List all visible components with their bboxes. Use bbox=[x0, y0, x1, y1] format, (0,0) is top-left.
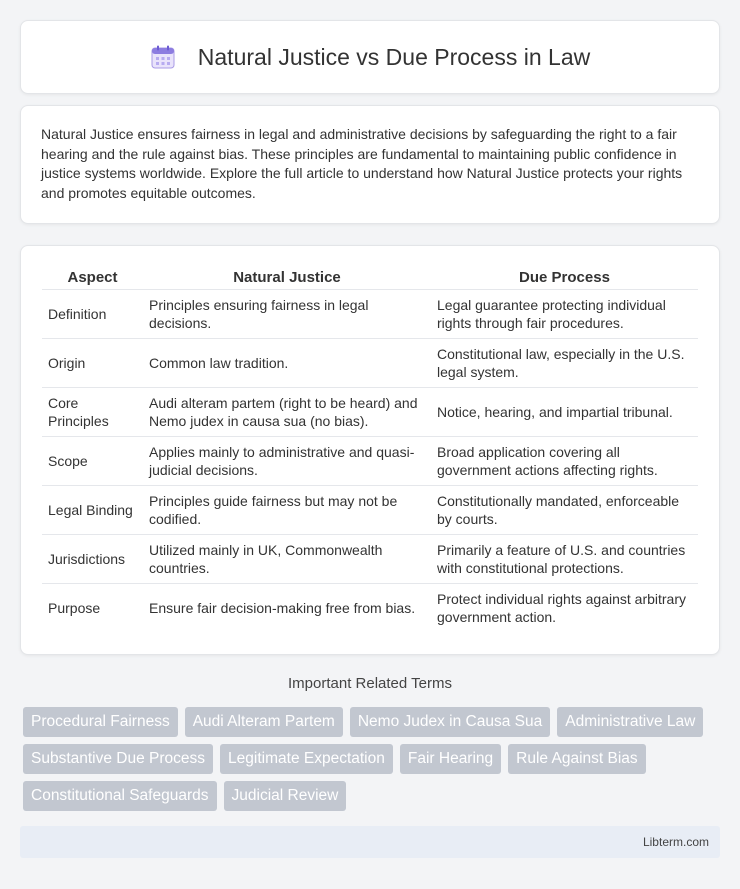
tag-constitutional-safeguards[interactable]: Constitutional Safeguards bbox=[23, 781, 217, 811]
table-row bbox=[42, 584, 698, 633]
footer bbox=[20, 826, 720, 858]
header-natural-justice: Natural Justice bbox=[143, 266, 431, 290]
row-due-process: Notice, hearing, and impartial tribunal. bbox=[431, 388, 698, 437]
table-header-row bbox=[42, 266, 698, 290]
row-due-process: Constitutional law, especially in the U.S. legal system. bbox=[431, 339, 698, 388]
comparison-card bbox=[20, 245, 720, 655]
row-natural-justice: Applies mainly to administrative and quasi-judicial decisions. bbox=[143, 437, 431, 486]
tag-procedural-fairness[interactable]: Procedural Fairness bbox=[23, 707, 178, 737]
table-row bbox=[42, 339, 698, 388]
row-due-process: Broad application covering all government actions affecting rights. bbox=[431, 437, 698, 486]
tag-nemo-judex[interactable]: Nemo Judex in Causa Sua bbox=[350, 707, 550, 737]
intro-text: Natural Justice ensures fairness in legal and administrative decisions by safeguarding the right to a fair hearing and the rule against bias. These principles are fundamental to maintaining public confidence in justice systems worldwide. Explore the full article to understand how Natural Justice protects your rights and promotes equitable outcomes. bbox=[41, 126, 683, 201]
related-terms-list bbox=[23, 707, 723, 818]
row-natural-justice: Audi alteram partem (right to be heard) and Nemo judex in causa sua (no bias). bbox=[143, 388, 431, 437]
tag-fair-hearing[interactable]: Fair Hearing bbox=[400, 744, 501, 774]
calendar-icon bbox=[150, 44, 176, 70]
row-aspect: Definition bbox=[42, 290, 143, 339]
header-due-process: Due Process bbox=[431, 266, 698, 290]
tag-administrative-law[interactable]: Administrative Law bbox=[557, 707, 703, 737]
row-aspect: Legal Binding bbox=[42, 486, 143, 535]
row-aspect: Origin bbox=[42, 339, 143, 388]
comparison-table bbox=[42, 266, 698, 633]
row-natural-justice: Common law tradition. bbox=[143, 339, 431, 388]
tag-legitimate-expectation[interactable]: Legitimate Expectation bbox=[220, 744, 393, 774]
row-natural-justice: Principles guide fairness but may not be codified. bbox=[143, 486, 431, 535]
header-aspect: Aspect bbox=[42, 266, 143, 290]
row-aspect: Scope bbox=[42, 437, 143, 486]
row-natural-justice: Principles ensuring fairness in legal decisions. bbox=[143, 290, 431, 339]
row-due-process: Constitutionally mandated, enforceable by courts. bbox=[431, 486, 698, 535]
tag-substantive-due-process[interactable]: Substantive Due Process bbox=[23, 744, 213, 774]
table-row bbox=[42, 388, 698, 437]
row-natural-justice: Ensure fair decision-making free from bias. bbox=[149, 600, 416, 617]
row-due-process: Primarily a feature of U.S. and countries with constitutional protections. bbox=[431, 535, 698, 584]
tag-audi-alteram-partem[interactable]: Audi Alteram Partem bbox=[185, 707, 343, 737]
row-aspect: Purpose bbox=[48, 600, 101, 617]
page-title: Natural Justice vs Due Process in Law bbox=[197, 43, 591, 70]
table-row bbox=[42, 437, 698, 486]
row-aspect: Jurisdictions bbox=[42, 535, 143, 584]
row-due-process: Protect individual rights against arbitrary government action. bbox=[437, 591, 687, 626]
row-due-process: Legal guarantee protecting individual rights through fair procedures. bbox=[431, 290, 698, 339]
table-row bbox=[42, 535, 698, 584]
row-natural-justice: Utilized mainly in UK, Commonwealth countries. bbox=[143, 535, 431, 584]
row-aspect: Core Principles bbox=[42, 388, 143, 437]
table-row bbox=[42, 486, 698, 535]
table-row bbox=[42, 290, 698, 339]
related-terms-title: Important Related Terms bbox=[288, 675, 452, 692]
tag-rule-against-bias[interactable]: Rule Against Bias bbox=[508, 744, 646, 774]
footer-site-link[interactable]: Libterm.com bbox=[642, 835, 709, 849]
header-card bbox=[20, 20, 720, 94]
intro-card bbox=[20, 105, 720, 224]
tag-judicial-review[interactable]: Judicial Review bbox=[224, 781, 347, 811]
